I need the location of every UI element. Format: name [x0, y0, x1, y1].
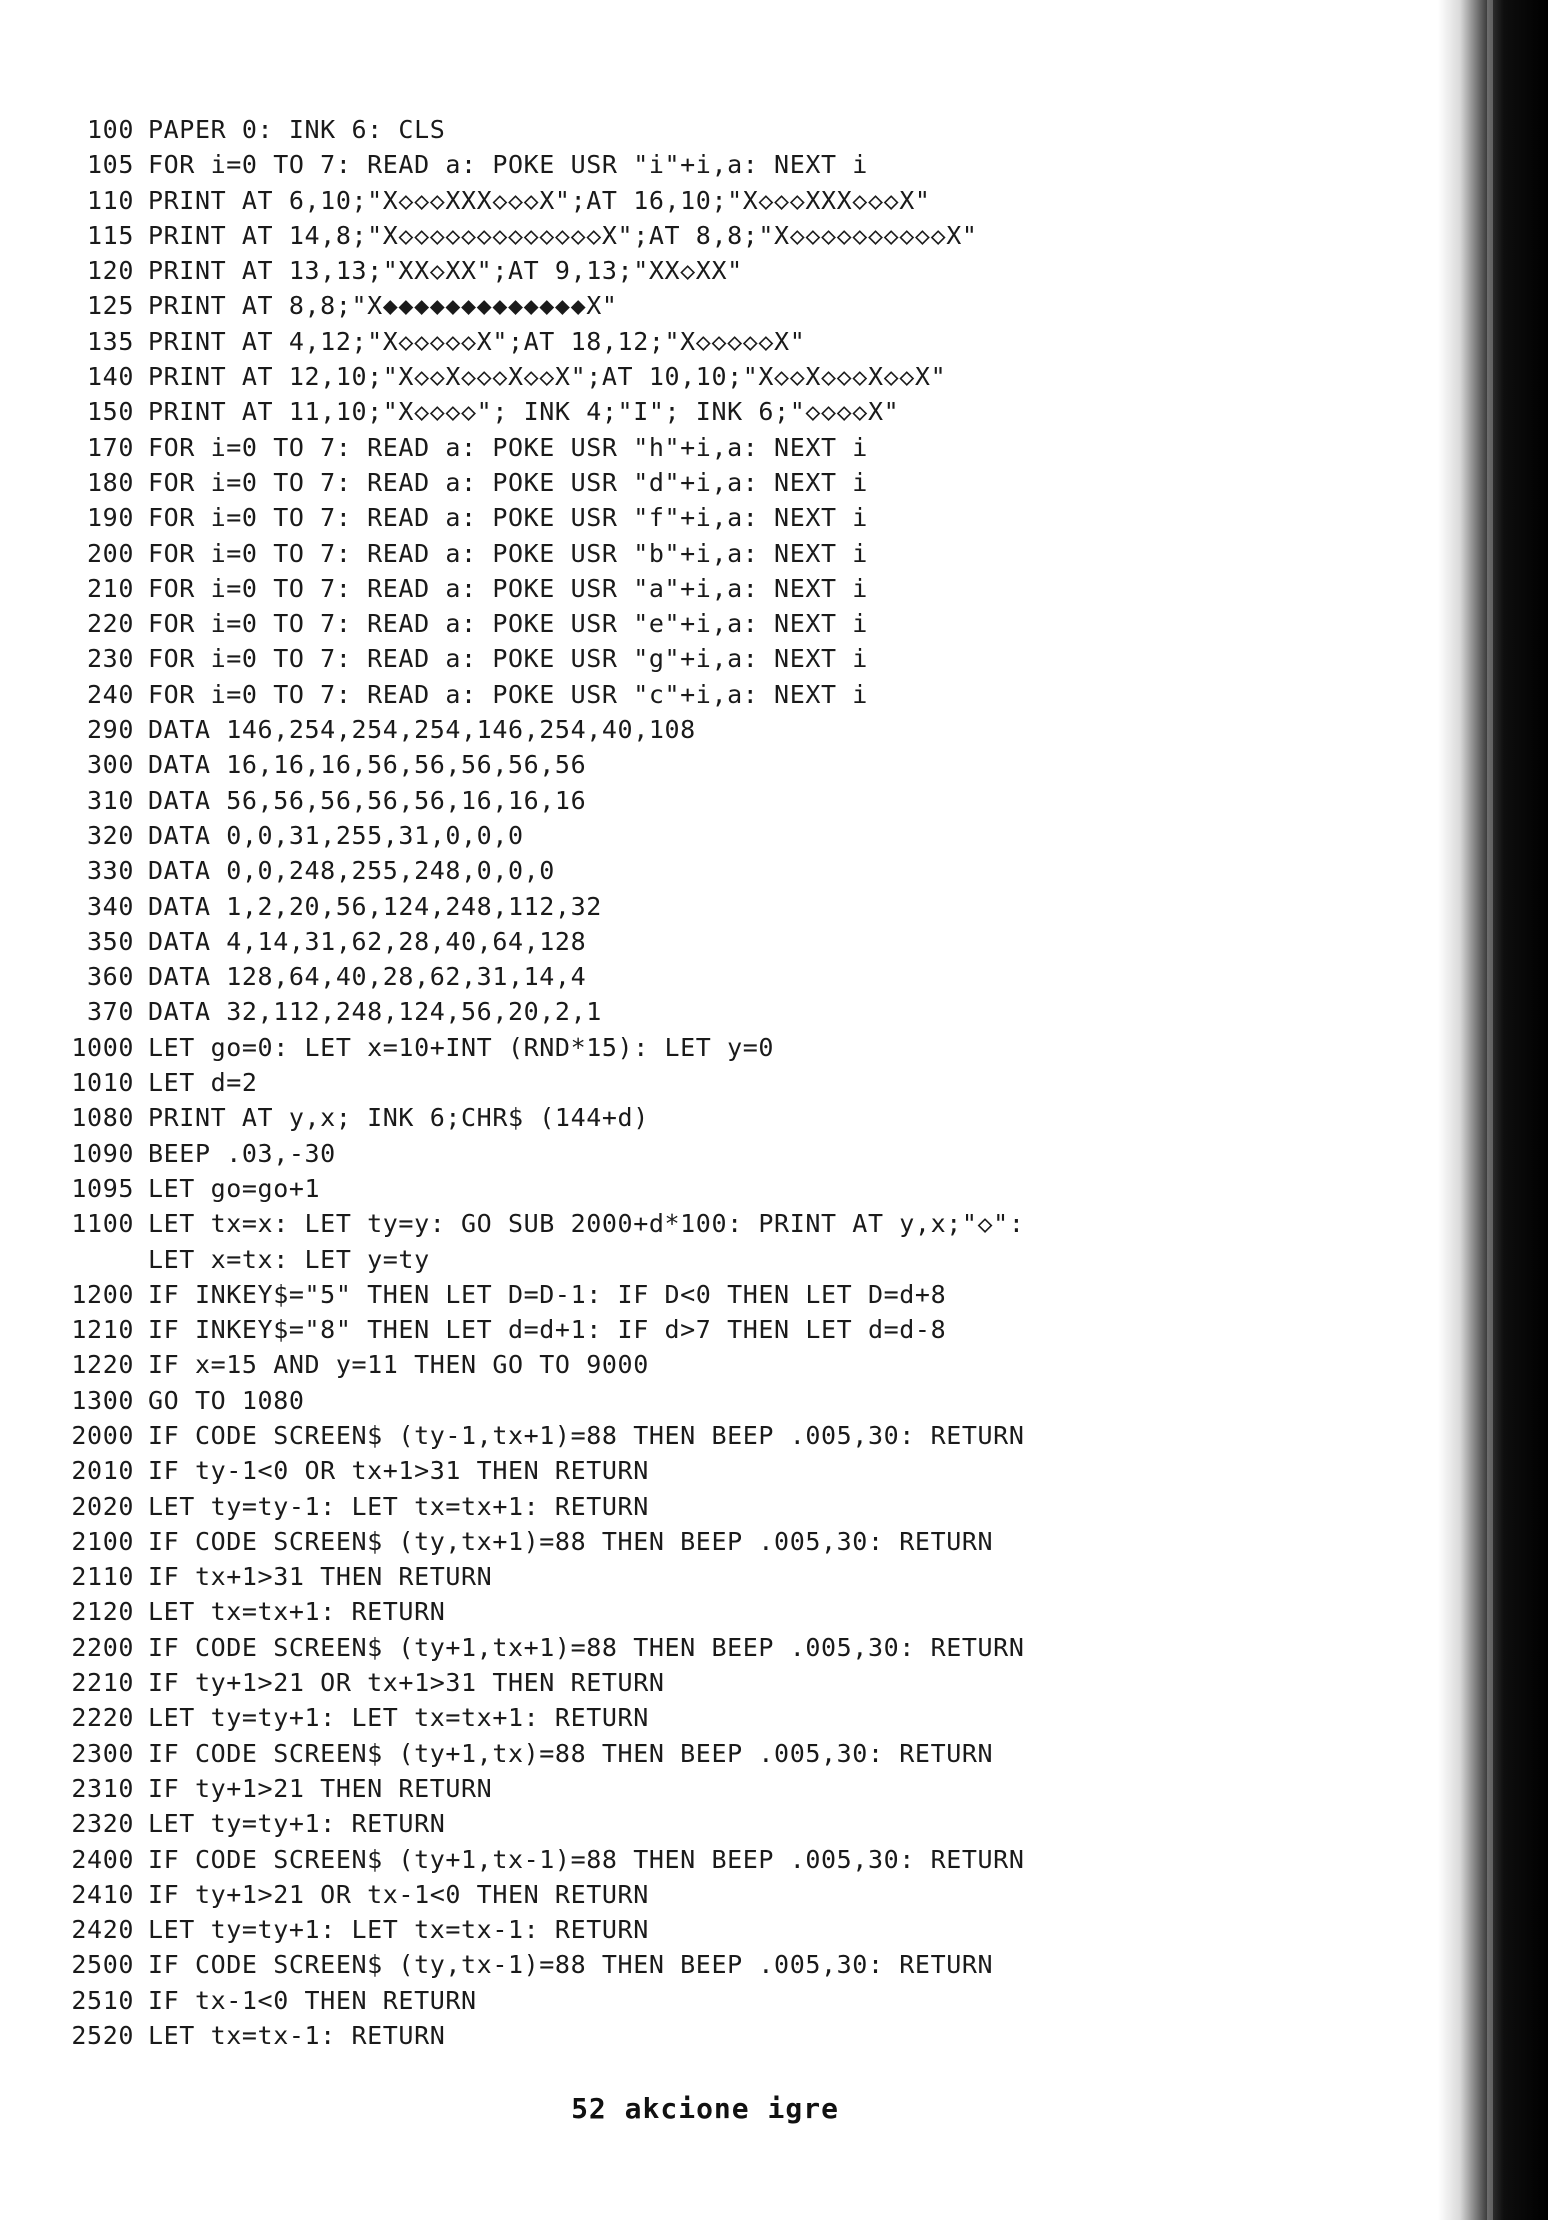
program-line — [48, 465, 1348, 500]
program-line — [48, 1100, 1348, 1135]
line-code: DATA 0,0,248,255,248,0,0,0 — [148, 856, 555, 886]
program-line — [48, 1806, 1348, 1841]
program-line — [48, 1983, 1348, 2018]
line-number: 100 — [87, 115, 134, 144]
line-code: BEEP .03,-30 — [148, 1138, 336, 1168]
line-code: DATA 16,16,16,56,56,56,56,56 — [148, 750, 587, 780]
line-number: 2510 — [71, 1985, 134, 2015]
program-line — [48, 536, 1348, 571]
line-number: 110 — [87, 185, 134, 215]
line-number: 115 — [87, 220, 134, 250]
line-number: 1095 — [71, 1173, 134, 1203]
line-code: PRINT AT 6,10;"X◇◇◇XXX◇◇◇X";AT 16,10;"X◇◇◇XXX◇◇◇X" — [148, 185, 931, 215]
line-number: 2210 — [71, 1668, 134, 1698]
line-code: LET ty=ty-1: LET tx=tx+1: RETURN — [148, 1491, 649, 1521]
line-code: PRINT AT 12,10;"X◇◇X◇◇◇X◇◇X";AT 10,10;"X◇◇X◇◇◇X◇◇X" — [148, 362, 947, 392]
line-number: 2110 — [71, 1562, 134, 1592]
line-number: 370 — [87, 997, 134, 1027]
line-code: PRINT AT 8,8;"X◆◆◆◆◆◆◆◆◆◆◆◆◆X" — [148, 291, 618, 321]
program-line — [48, 1347, 1348, 1382]
program-line — [48, 994, 1348, 1029]
line-code: LET tx=x: LET ty=y: GO SUB 2000+d*100: PRINT AT y,x;"◇": — [148, 1209, 1025, 1239]
line-number: 2520 — [71, 2021, 134, 2051]
program-line — [48, 1171, 1348, 1206]
line-number: 2010 — [71, 1456, 134, 1486]
line-code: IF INKEY$="5" THEN LET D=D-1: IF D<0 THEN LET D=d+8 — [148, 1279, 947, 1309]
program-line — [48, 288, 1348, 323]
program-line — [48, 112, 1348, 147]
line-code: IF CODE SCREEN$ (ty+1,tx)=88 THEN BEEP .005,30: RETURN — [148, 1738, 994, 1768]
line-code: LET d=2 — [148, 1068, 258, 1098]
program-line — [48, 1771, 1348, 1806]
line-number: 330 — [87, 856, 134, 886]
program-line — [48, 253, 1348, 288]
program-line — [48, 1594, 1348, 1629]
program-line — [48, 1489, 1348, 1524]
line-code: PAPER 0: INK 6: CLS — [148, 115, 446, 144]
program-line — [48, 394, 1348, 429]
line-code: FOR i=0 TO 7: READ a: POKE USR "e"+i,a: NEXT i — [148, 609, 868, 639]
line-number: 1090 — [71, 1138, 134, 1168]
line-code: IF INKEY$="8" THEN LET d=d+1: IF d>7 THEN LET d=d-8 — [148, 1315, 947, 1345]
line-number: 1100 — [71, 1209, 134, 1239]
line-number: 135 — [87, 326, 134, 356]
line-code: DATA 128,64,40,28,62,31,14,4 — [148, 962, 587, 992]
line-number: 1010 — [71, 1068, 134, 1098]
line-number: 2120 — [71, 1597, 134, 1627]
program-line — [48, 1065, 1348, 1100]
line-code: PRINT AT 4,12;"X◇◇◇◇◇X";AT 18,12;"X◇◇◇◇◇X" — [148, 326, 806, 356]
line-number: 1000 — [71, 1032, 134, 1062]
program-line — [48, 359, 1348, 394]
line-number: 340 — [87, 891, 134, 921]
program-line — [48, 324, 1348, 359]
program-line — [48, 1736, 1348, 1771]
line-code: LET ty=ty+1: RETURN — [148, 1809, 446, 1839]
program-line — [48, 606, 1348, 641]
line-code: GO TO 1080 — [148, 1385, 305, 1415]
line-code: IF ty+1>21 OR tx-1<0 THEN RETURN — [148, 1879, 649, 1909]
program-line — [48, 571, 1348, 606]
line-code: LET tx=tx+1: RETURN — [148, 1597, 446, 1627]
program-line — [48, 218, 1348, 253]
line-number: 220 — [87, 609, 134, 639]
line-code: FOR i=0 TO 7: READ a: POKE USR "g"+i,a: NEXT i — [148, 644, 868, 674]
scan-edge-streak — [1487, 0, 1493, 2220]
line-code: FOR i=0 TO 7: READ a: POKE USR "i"+i,a: NEXT i — [148, 150, 868, 180]
line-code: DATA 1,2,20,56,124,248,112,32 — [148, 891, 602, 921]
line-number: 2000 — [71, 1420, 134, 1450]
line-number: 1200 — [71, 1279, 134, 1309]
program-line — [48, 747, 1348, 782]
line-code: IF CODE SCREEN$ (ty+1,tx+1)=88 THEN BEEP .005,30: RETURN — [148, 1632, 1025, 1662]
line-code: DATA 32,112,248,124,56,20,2,1 — [148, 997, 602, 1027]
line-number: 125 — [87, 291, 134, 321]
page-footer-caption: 52 akcione igre — [571, 2092, 839, 2125]
line-continuation: LET x=tx: LET y=ty — [148, 1244, 430, 1274]
program-line — [48, 1453, 1348, 1488]
program-line — [48, 1312, 1348, 1347]
line-number: 2200 — [71, 1632, 134, 1662]
line-code: IF tx+1>31 THEN RETURN — [148, 1562, 493, 1592]
line-number: 240 — [87, 679, 134, 709]
line-number: 120 — [87, 256, 134, 286]
line-code: FOR i=0 TO 7: READ a: POKE USR "f"+i,a: NEXT i — [148, 503, 868, 533]
line-code: IF ty+1>21 THEN RETURN — [148, 1773, 493, 1803]
program-line — [48, 1136, 1348, 1171]
program-line — [48, 1877, 1348, 1912]
line-code: PRINT AT y,x; INK 6;CHR$ (144+d) — [148, 1103, 649, 1133]
line-code: DATA 56,56,56,56,56,16,16,16 — [148, 785, 587, 815]
program-line — [48, 889, 1348, 924]
program-line — [48, 1030, 1348, 1065]
line-number: 1300 — [71, 1385, 134, 1415]
program-line — [48, 1206, 1348, 1241]
program-line — [48, 818, 1348, 853]
line-code: IF ty+1>21 OR tx+1>31 THEN RETURN — [148, 1668, 665, 1698]
program-line — [48, 183, 1348, 218]
line-code: IF CODE SCREEN$ (ty,tx-1)=88 THEN BEEP .005,30: RETURN — [148, 1950, 994, 1980]
line-code: FOR i=0 TO 7: READ a: POKE USR "d"+i,a: NEXT i — [148, 467, 868, 497]
line-number: 2020 — [71, 1491, 134, 1521]
line-number: 290 — [87, 715, 134, 745]
program-line — [48, 430, 1348, 465]
line-number: 2320 — [71, 1809, 134, 1839]
line-code: DATA 146,254,254,254,146,254,40,108 — [148, 715, 696, 745]
program-line — [48, 959, 1348, 994]
program-line — [48, 641, 1348, 676]
line-code: IF CODE SCREEN$ (ty-1,tx+1)=88 THEN BEEP .005,30: RETURN — [148, 1420, 1025, 1450]
line-code: LET go=go+1 — [148, 1173, 321, 1203]
line-code: LET tx=tx-1: RETURN — [148, 2021, 446, 2051]
program-line — [48, 924, 1348, 959]
line-number: 2500 — [71, 1950, 134, 1980]
line-number: 200 — [87, 538, 134, 568]
program-line — [48, 147, 1348, 182]
program-line — [48, 1912, 1348, 1947]
line-number: 2220 — [71, 1703, 134, 1733]
line-number: 170 — [87, 432, 134, 462]
program-line — [48, 1418, 1348, 1453]
line-number: 105 — [87, 150, 134, 180]
line-number: 140 — [87, 362, 134, 392]
line-code: PRINT AT 11,10;"X◇◇◇◇"; INK 4;"I"; INK 6;"◇◇◇◇X" — [148, 397, 900, 427]
line-number: 2100 — [71, 1526, 134, 1556]
program-line — [48, 1630, 1348, 1665]
line-code: LET go=0: LET x=10+INT (RND*15): LET y=0 — [148, 1032, 775, 1062]
line-number: 150 — [87, 397, 134, 427]
line-number: 2310 — [71, 1773, 134, 1803]
line-code: FOR i=0 TO 7: READ a: POKE USR "c"+i,a: NEXT i — [148, 679, 868, 709]
line-number: 210 — [87, 573, 134, 603]
line-number: 180 — [87, 467, 134, 497]
program-line — [48, 1559, 1348, 1594]
program-line — [48, 677, 1348, 712]
line-code: FOR i=0 TO 7: READ a: POKE USR "h"+i,a: NEXT i — [148, 432, 868, 462]
line-code: FOR i=0 TO 7: READ a: POKE USR "b"+i,a: NEXT i — [148, 538, 868, 568]
line-number: 230 — [87, 644, 134, 674]
line-code: DATA 0,0,31,255,31,0,0,0 — [148, 820, 524, 850]
program-line — [48, 853, 1348, 888]
line-code: DATA 4,14,31,62,28,40,64,128 — [148, 926, 587, 956]
line-number: 350 — [87, 926, 134, 956]
program-line — [48, 1947, 1348, 1982]
program-line — [48, 1277, 1348, 1312]
line-number: 2300 — [71, 1738, 134, 1768]
program-line — [48, 712, 1348, 747]
program-line — [48, 1842, 1348, 1877]
program-line — [48, 2018, 1348, 2053]
line-code: FOR i=0 TO 7: READ a: POKE USR "a"+i,a: NEXT i — [148, 573, 868, 603]
line-number: 2420 — [71, 1915, 134, 1945]
line-code: IF CODE SCREEN$ (ty,tx+1)=88 THEN BEEP .005,30: RETURN — [148, 1526, 994, 1556]
line-number: 320 — [87, 820, 134, 850]
program-line — [48, 1524, 1348, 1559]
scan-edge-shadow — [1438, 0, 1548, 2220]
line-number: 1210 — [71, 1315, 134, 1345]
line-code: IF x=15 AND y=11 THEN GO TO 9000 — [148, 1350, 649, 1380]
line-number: 1080 — [71, 1103, 134, 1133]
line-number: 300 — [87, 750, 134, 780]
line-code: IF ty-1<0 OR tx+1>31 THEN RETURN — [148, 1456, 649, 1486]
line-number: 1220 — [71, 1350, 134, 1380]
program-line — [48, 500, 1348, 535]
line-code: PRINT AT 14,8;"X◇◇◇◇◇◇◇◇◇◇◇◇◇X";AT 8,8;"X◇◇◇◇◇◇◇◇◇◇X" — [148, 220, 978, 250]
line-number: 310 — [87, 785, 134, 815]
line-code: LET ty=ty+1: LET tx=tx-1: RETURN — [148, 1915, 649, 1945]
program-line — [48, 1700, 1348, 1735]
program-line — [48, 1383, 1348, 1418]
program-line — [48, 783, 1348, 818]
line-number: 2410 — [71, 1879, 134, 1909]
line-code: IF tx-1<0 THEN RETURN — [148, 1985, 477, 2015]
line-number: 190 — [87, 503, 134, 533]
program-line — [48, 1665, 1348, 1700]
line-number: 360 — [87, 962, 134, 992]
line-code: LET ty=ty+1: LET tx=tx+1: RETURN — [148, 1703, 649, 1733]
basic-program-listing — [48, 112, 1348, 2053]
line-code: PRINT AT 13,13;"XX◇XX";AT 9,13;"XX◇XX" — [148, 256, 743, 286]
line-code: IF CODE SCREEN$ (ty+1,tx-1)=88 THEN BEEP .005,30: RETURN — [148, 1844, 1025, 1874]
line-number: 2400 — [71, 1844, 134, 1874]
